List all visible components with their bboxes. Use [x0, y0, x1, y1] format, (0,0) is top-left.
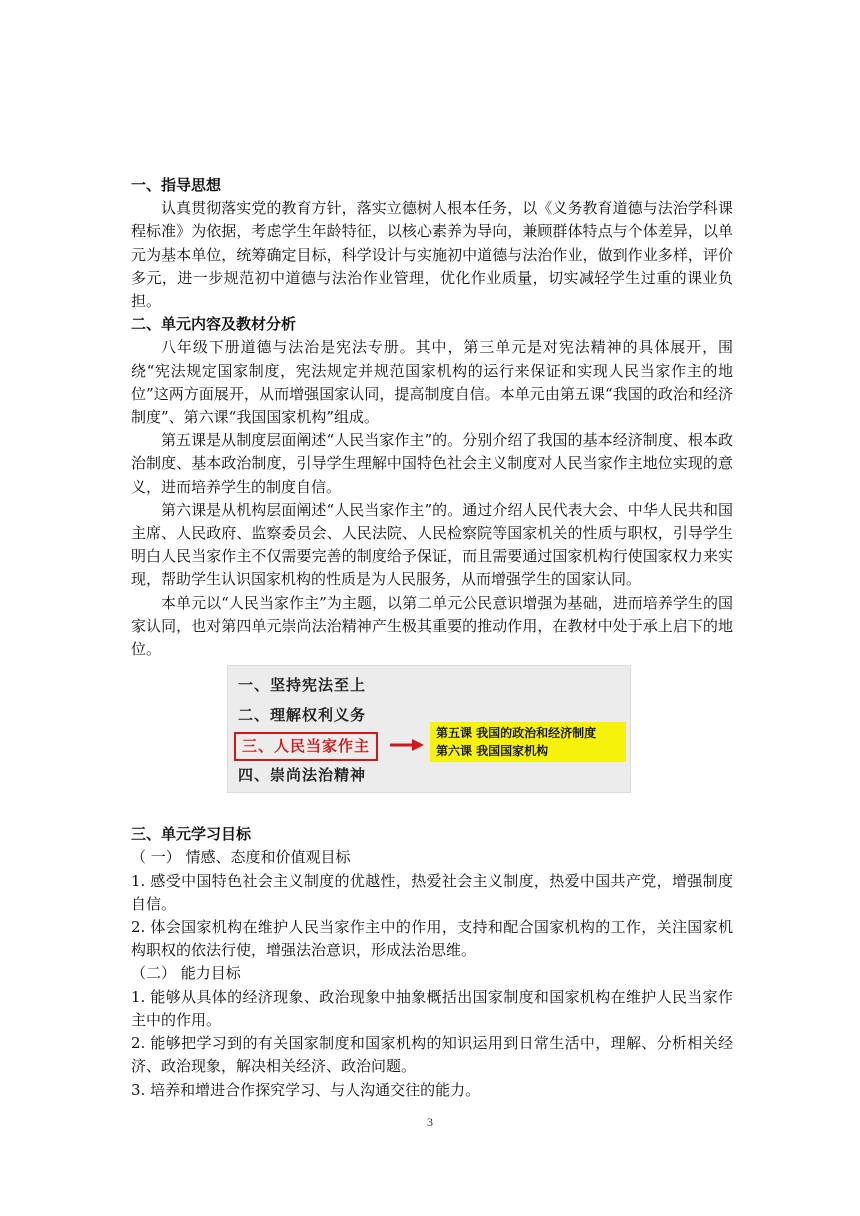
list-item: 1. 感受中国特色社会主义制度的优越性，热爱社会主义制度，热爱中国共产党，增强制度自信。 [131, 871, 733, 913]
figure-unit-label: 一、坚持宪法至上 [238, 676, 367, 695]
lesson-label: 第六课 我国国家机构 [436, 744, 549, 759]
arrow-right-icon [390, 738, 424, 752]
figure-unit-label: 四、崇尚法治精神 [238, 766, 367, 785]
section-heading-unit-content: 二、单元内容及教材分析 [131, 315, 297, 334]
section-heading-guiding-thought: 一、指导思想 [131, 176, 222, 194]
page-number: 3 [427, 1115, 433, 1129]
list-item: 2. 体会国家机构在维护人民当家作主中的作用，支持和配合国家机构的工作，关注国家机构职权的依法行使，增强法治意识，形成法治思维。 [131, 918, 733, 960]
figure-unit-label: 二、理解权利义务 [238, 706, 367, 725]
paragraph: 认真贯彻落实党的教育方针，落实立德树人根本任务，以《义务教育道德与法治学科课程标准》为依据，考虑学生年龄特征，以核心素养为导向，兼顾群体特点与个体差异，以单元为基本单位，统筹确定目标，科学设计与实施初中道德与法治作业，做到作业多样，评价多元，进一步规范初中道德与法治作业管理，优化作业质量，切实减轻学生过重的课业负担。 [131, 199, 733, 311]
subheading: （二） 能力目标 [131, 964, 241, 983]
section-heading-learning-goals: 三、单元学习目标 [131, 825, 252, 844]
document-body [131, 174, 733, 1102]
figure-unit-label-highlighted: 三、人民当家作主 [234, 732, 378, 761]
paragraph: 本单元以“人民当家作主”为主题，以第二单元公民意识增强为基础，进而培养学生的国家认同，也对第四单元崇尚法治精神产生极其重要的推动作用，在教材中处于承上启下的地位。 [131, 593, 733, 659]
lesson-label: 第五课 我国的政治和经济制度 [436, 726, 597, 741]
list-item: 3. 培养和增进合作探究学习、与人沟通交往的能力。 [131, 1080, 481, 1099]
lessons-box [430, 722, 626, 762]
paragraph: 八年级下册道德与法治是宪法专册。其中，第三单元是对宪法精神的具体展开，围绕“宪法规定国家制度，宪法规定并规范国家机构的运行来保证和实现人民当家作主的地位”这两方面展开，从而增强国家认同，提高制度自信。本单元由第五课“我国的政治和经济制度”、第六课“我国国家机构”组成。 [131, 338, 733, 427]
list-item: 1. 能够从具体的经济现象、政治现象中抽象概括出国家制度和国家机构在维护人民当家作主中的作用。 [131, 987, 733, 1029]
paragraph: 第六课是从机构层面阐述“人民当家作主”的。通过介绍人民代表大会、中华人民共和国主席、人民政府、监察委员会、人民法院、人民检察院等国家机关的性质与职权，引导学生明白人民当家作主不仅需要完善的制度给予保证，而且需要通过国家机构行使国家权力来实现，帮助学生认识国家机构的性质是为人民服务，从而增强学生的国家认同。 [131, 500, 733, 589]
list-item: 2. 能够把学习到的有关国家制度和国家机构的知识运用到日常生活中，理解、分析相关经济、政治现象，解决相关经济、政治问题。 [131, 1034, 733, 1076]
paragraph: 第五课是从制度层面阐述“人民当家作主”的。分别介绍了我国的基本经济制度、根本政治制度、基本政治制度，引导学生理解中国特色社会主义制度对人民当家作主地位实现的意义，进而培养学生的制度自信。 [131, 431, 733, 496]
subheading: （ 一） 情感、态度和价值观目标 [131, 848, 351, 867]
unit-structure-figure [227, 665, 631, 793]
